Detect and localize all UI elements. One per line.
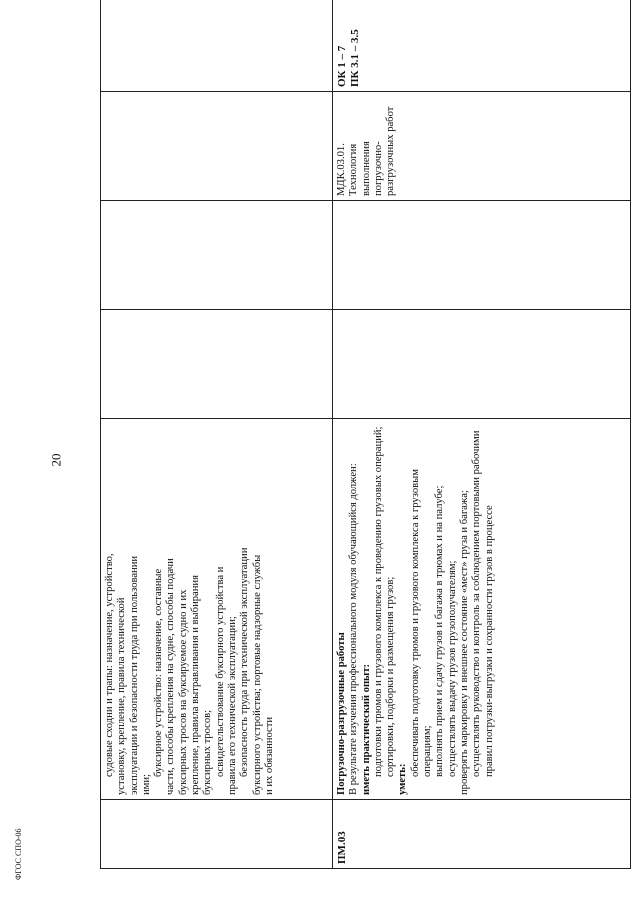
experience-heading: иметь практический опыт: xyxy=(360,663,372,795)
experience-item: сортировки, подборки и размещения грузов; xyxy=(385,576,397,777)
content-line: и их обязанности xyxy=(263,716,275,795)
content-line: крепление, правила вытравливания и выбирания xyxy=(190,575,202,795)
content-line: судовые сходни и трапы: назначение, устройство, xyxy=(104,553,115,777)
discipline-cell xyxy=(333,92,631,201)
content-line: буксирных тросов; xyxy=(202,709,214,795)
skill-item: осуществлять выдачу грузов грузополучателям; xyxy=(446,560,458,777)
empty-cell xyxy=(101,92,333,201)
content-line: части, способы крепления на судне, способы подачи xyxy=(165,558,177,795)
content-line: эксплуатации и безопасности труда при пользовании xyxy=(128,555,140,795)
competencies-pk: ПК 3.1 – 3.5 xyxy=(349,29,361,87)
experience-item: подготовки трюмов и грузового комплекса к проведению грузовых операций; xyxy=(372,426,384,777)
content-line: освидетельствование буксирного устройства и xyxy=(214,566,226,777)
curriculum-table xyxy=(100,0,631,869)
content-line: безопасность труда при технической эксплуатации xyxy=(239,547,251,777)
module-intro: В результате изучения профессионального модуля обучающийся должен: xyxy=(348,463,360,795)
content-line: установку, крепление, правила технической xyxy=(116,597,128,795)
content-line: правила его технической эксплуатации; xyxy=(226,616,238,795)
content-line: буксирного устройства; портовые надзорные службы xyxy=(251,554,263,795)
page-number: 20 xyxy=(48,453,64,467)
skill-item: проверять маркировку и внешнее состояние «мест» груза и багажа; xyxy=(458,490,470,795)
table-row xyxy=(101,0,333,869)
empty-cell xyxy=(333,201,631,310)
module-code-cell xyxy=(333,800,631,869)
rotated-table-wrapper xyxy=(100,29,630,869)
content-line: буксирных тросов на буксируемое судно и их xyxy=(177,589,189,795)
module-content-cell xyxy=(333,419,631,800)
footer-code: ФГОС СПО-06 xyxy=(14,828,23,880)
empty-cell xyxy=(101,0,333,92)
competencies-ok: ОК 1 – 7 xyxy=(336,45,348,87)
skill-item: осуществлять руководство и контроль за соблюдением портовыми рабочими правил погрузки-выгрузки и сохранности грузов в процессе xyxy=(471,430,495,777)
content-line: буксирное устройство: назначение, составные xyxy=(153,568,165,777)
empty-cell xyxy=(101,310,333,419)
module-title: Погрузочно-разгрузочные работы xyxy=(336,632,347,795)
empty-cell xyxy=(101,201,333,310)
table-row xyxy=(333,0,631,869)
skill-item: обеспечивать подготовку трюмов и грузового комплекса к грузовым операциям; xyxy=(409,469,434,777)
module-code: ПМ.03 xyxy=(336,831,348,864)
content-line: ими; xyxy=(140,774,152,795)
discipline-name: МДК.03.01. Технология выполнения погрузочно-разгрузочных работ xyxy=(336,106,397,196)
skills-heading: уметь: xyxy=(397,763,409,795)
skill-item: выполнять прием и сдачу грузов и багажа в трюмах и на палубе; xyxy=(434,485,446,777)
empty-cell xyxy=(333,310,631,419)
competencies-cell xyxy=(333,0,631,92)
content-cell xyxy=(101,419,333,800)
code-cell xyxy=(101,800,333,869)
